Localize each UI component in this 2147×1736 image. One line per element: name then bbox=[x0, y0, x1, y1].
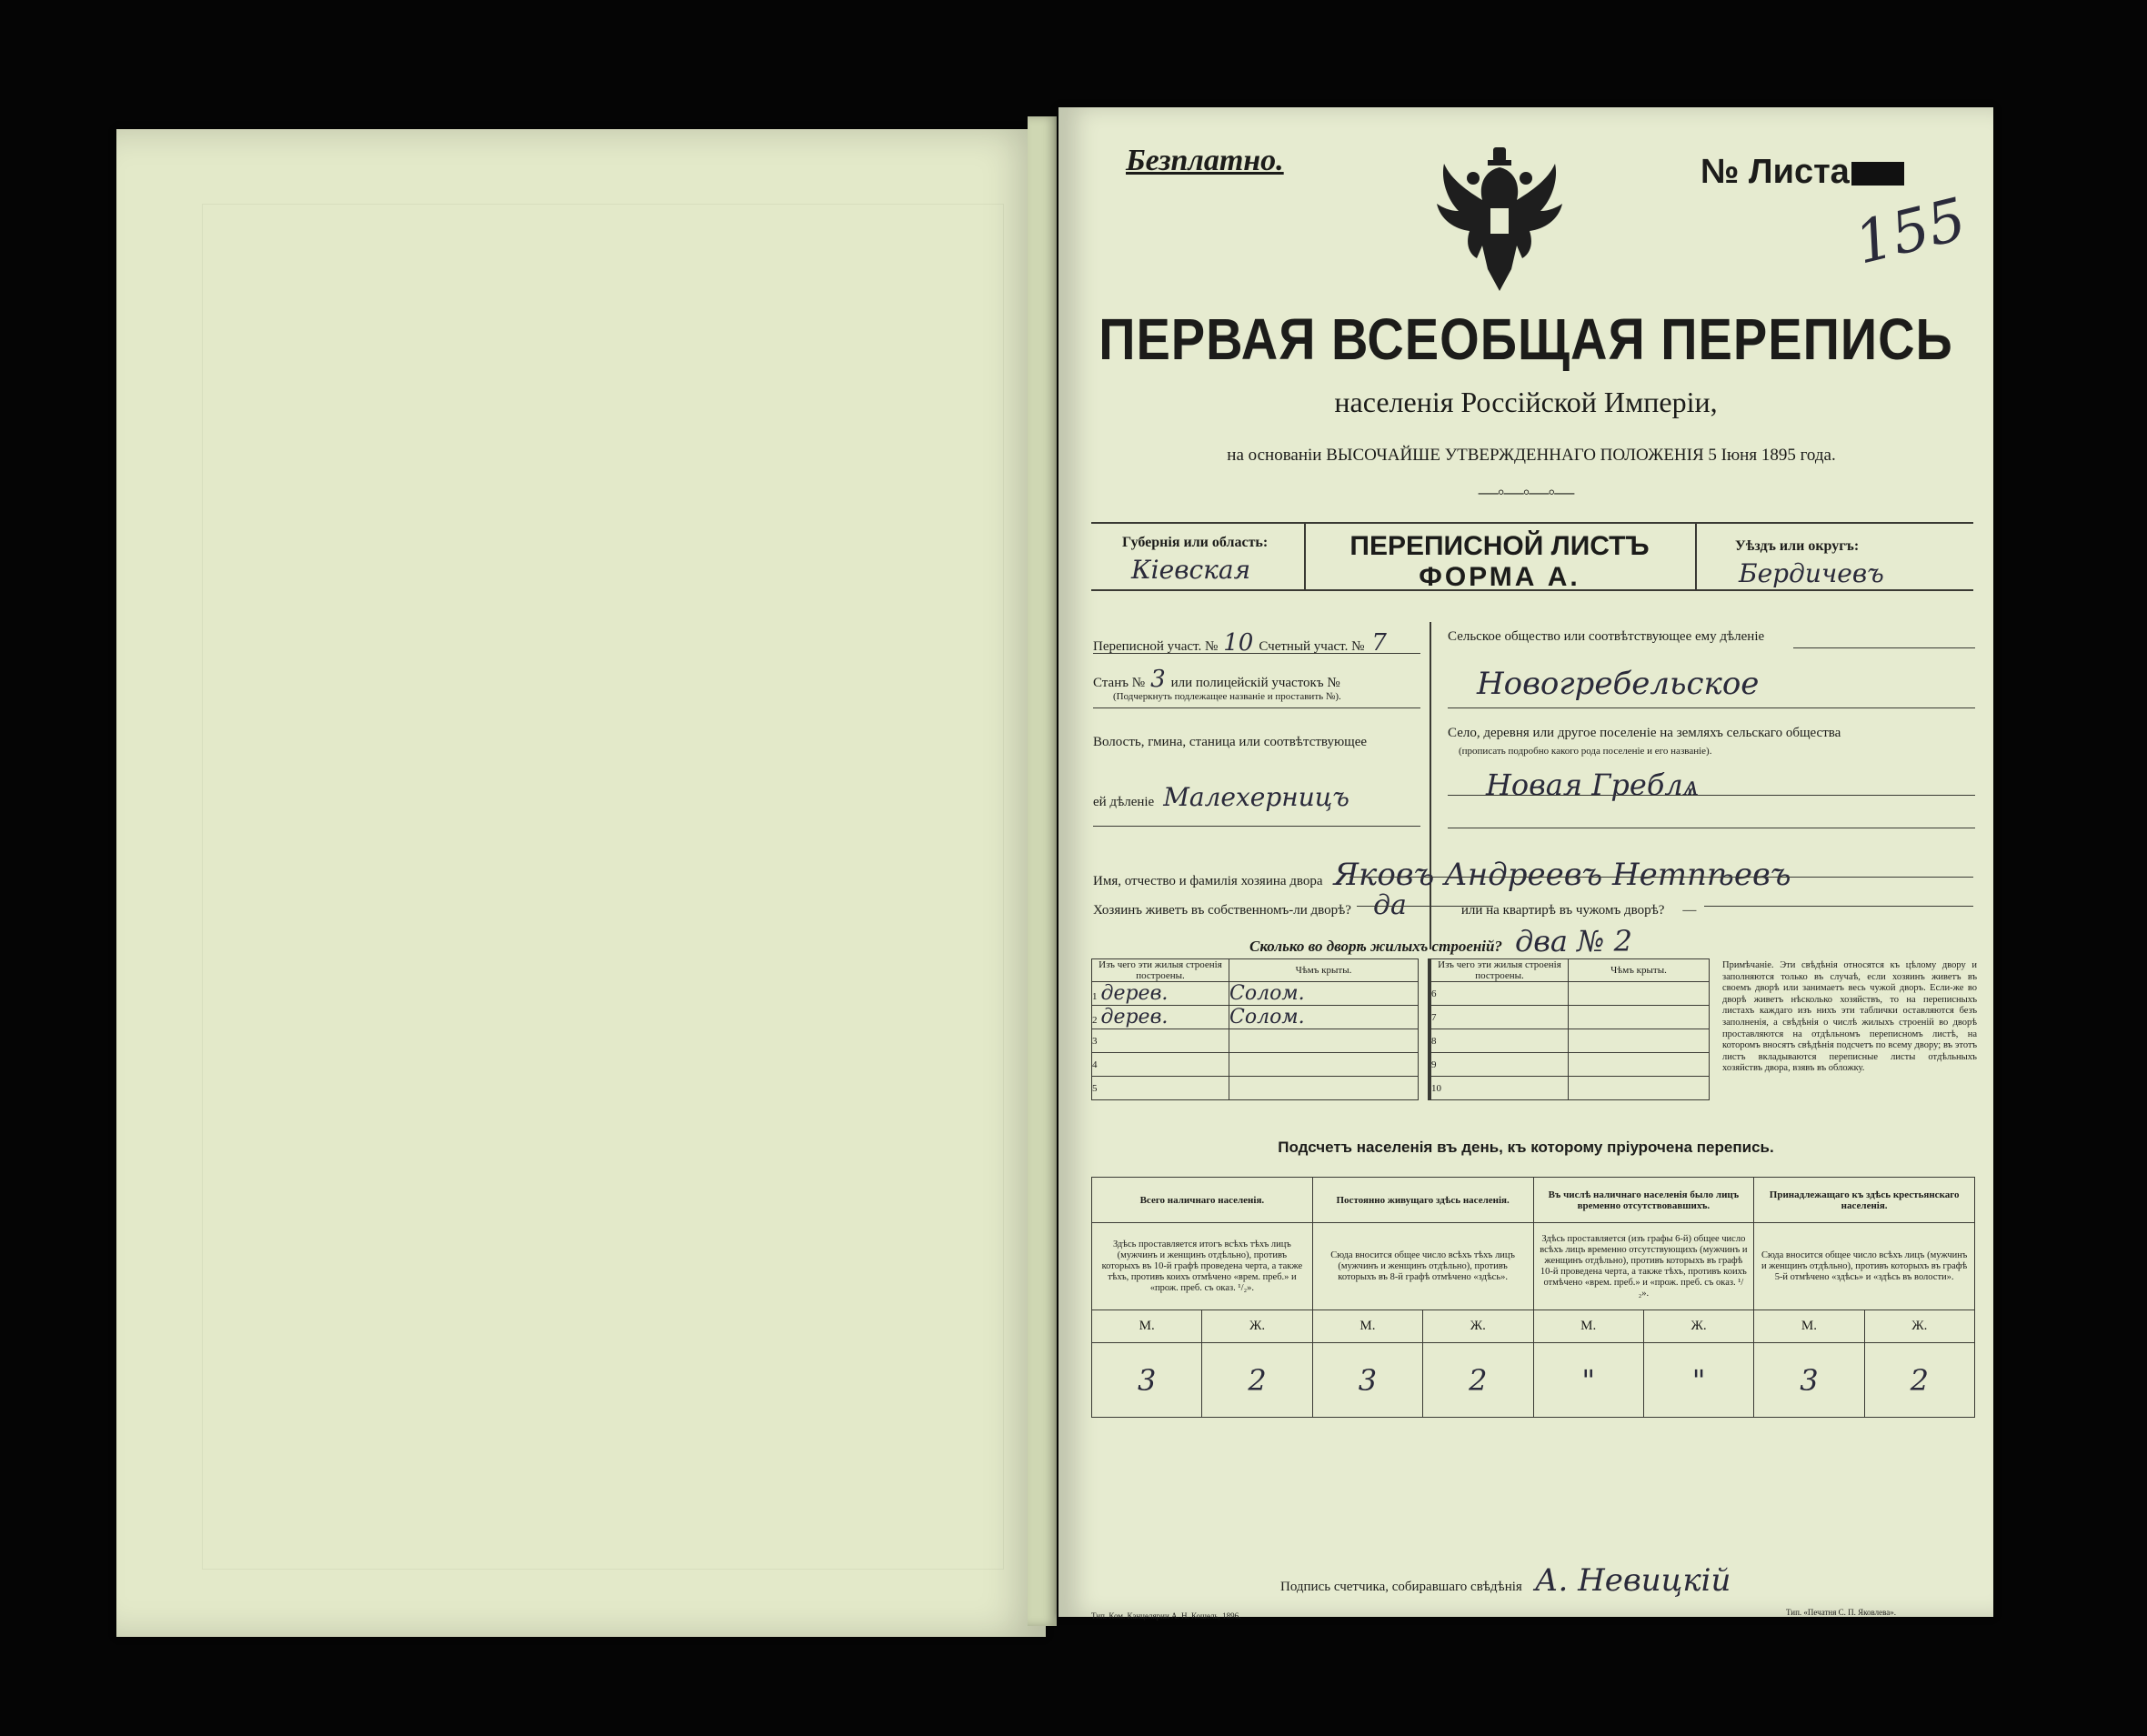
pop-desc-permanent: Сюда вносится общее число всѣхъ тѣхъ лицъ (мужчинъ и женщинъ отдѣльно), противъ которыхъ въ 8-й графѣ отмѣчено «здѣсь». bbox=[1312, 1223, 1533, 1310]
sex-label: Ж. bbox=[1202, 1310, 1312, 1343]
district-label: Уѣздъ или округъ: bbox=[1735, 538, 1860, 554]
material-header: Изъ чего эти жилыя строенія построены. bbox=[1430, 959, 1569, 982]
pop-value: 3 bbox=[1092, 1343, 1202, 1418]
material-header: Изъ чего эти жилыя строенія построены. bbox=[1092, 959, 1229, 982]
band-top-rule bbox=[1091, 522, 1973, 524]
sex-label: М. bbox=[1754, 1310, 1864, 1343]
buildings-note: Примѣчаніе. Эти свѣдѣнія относятся къ цѣлому двору и заполняются только въ случаѣ, если хозяинъ живетъ въ своемъ дворѣ или занимаетъ весь чужой дворъ. Если-же во дворѣ живетъ нѣсколько хозяйствъ, то на переписныхъ листахъ каждаго изъ нихъ эти таблички оставляются безъ заполненія, а свѣдѣнія о числѣ жилыхъ строеній во дворѣ проставляются на отдѣльномъ переписномъ листѣ, на которомъ вносятъ свѣдѣнія подсчетъ по всему двору; въ этотъ листъ вкладываются переписные листы отдѣльныхъ хозяйствъ двора, взявъ въ обложку. bbox=[1722, 960, 1977, 1074]
page-gutter bbox=[1028, 116, 1057, 1626]
field-rule bbox=[1448, 795, 1975, 796]
table-cell: 8 bbox=[1430, 1029, 1569, 1053]
field-rule bbox=[1357, 906, 1493, 907]
field-rule bbox=[1093, 826, 1420, 827]
decree-line: на основаніи ВЫСОЧАЙШЕ УТВЕРЖДЕННАГО ПОЛОЖЕНІЯ 5 Іюня 1895 года. bbox=[1227, 446, 1836, 465]
buildings-field: Сколько во дворѣ жилыхъ строеній? два № 2 bbox=[1249, 924, 1632, 958]
census-form-page bbox=[1058, 107, 1993, 1621]
sex-label: М. bbox=[1312, 1310, 1422, 1343]
society-label: Сельское общество или соотвѣтствующее ему дѣленіе bbox=[1448, 629, 1765, 644]
form-name-line2: ФОРМА А. bbox=[1419, 562, 1580, 592]
own-house-field: Хозяинъ живетъ въ собственномъ-ли дворѣ? да или на квартирѣ въ чужомъ дворѣ? — bbox=[1093, 889, 1697, 921]
stan-field: Станъ № 3 или полицейскій участокъ № bbox=[1093, 666, 1340, 693]
pop-desc-total: Здѣсь проставляется итогъ всѣхъ тѣхъ лицъ (мужчинъ и женщинъ отдѣльно), противъ которыхъ въ 10-й графѣ проведена черта, а также тѣхъ, противъ коихъ отмѣчено «врем. преб.» и «прож. преб. съ оказ. ¹/₂». bbox=[1092, 1223, 1313, 1310]
ornament-divider: —◦—◦—◦— bbox=[1478, 480, 1574, 503]
sex-label: Ж. bbox=[1423, 1310, 1533, 1343]
band-divider-right bbox=[1695, 524, 1697, 589]
left-page-faint-frame bbox=[202, 204, 1004, 1570]
field-rule bbox=[1349, 877, 1973, 878]
handwritten-sheet-number: 155 bbox=[1848, 186, 1973, 278]
printer-imprint-right: Тип. «Печатня С. П. Яковлева». bbox=[1786, 1608, 1897, 1617]
sheet-number-label: № Листа bbox=[1701, 153, 1904, 192]
pop-value: 2 bbox=[1202, 1343, 1312, 1418]
table-cell: 4 bbox=[1092, 1053, 1229, 1077]
form-name-line1: ПЕРЕПИСНОЙ ЛИСТЪ bbox=[1349, 531, 1650, 561]
table-cell bbox=[1569, 1029, 1710, 1053]
table-cell: Солом. bbox=[1229, 1006, 1419, 1029]
roof-header: Чѣмъ крыты. bbox=[1229, 959, 1419, 982]
signature-field: Подпись счетчика, собиравшаго свѣдѣнія А. Невицкій bbox=[1280, 1562, 1731, 1599]
pop-value: 3 bbox=[1754, 1343, 1864, 1418]
district-no-field: Переписной участ. № 10 Счетный участ. № 7 bbox=[1093, 629, 1387, 657]
pop-header-total: Всего наличнаго населенія. bbox=[1092, 1178, 1313, 1223]
table-cell: Солом. bbox=[1229, 982, 1419, 1006]
society-value: Новогребельское bbox=[1477, 666, 1760, 702]
table-cell: 3 bbox=[1092, 1029, 1229, 1053]
pop-value: 2 bbox=[1864, 1343, 1974, 1418]
roof-header: Чѣмъ крыты. bbox=[1569, 959, 1710, 982]
pop-value: 3 bbox=[1312, 1343, 1422, 1418]
field-rule bbox=[1093, 653, 1420, 654]
sex-label: М. bbox=[1092, 1310, 1202, 1343]
pop-value: " bbox=[1533, 1343, 1643, 1418]
pop-header-temporary: Въ числѣ наличнаго населенія было лицъ временно отсутствовавшихъ. bbox=[1533, 1178, 1754, 1223]
buildings-table-left bbox=[1091, 958, 1419, 1100]
left-blank-page bbox=[116, 129, 1046, 1637]
free-label: Безплатно. bbox=[1126, 144, 1284, 177]
printer-imprint-left: Тип. Ком. Канцелярии А. Н. Кошель, 1896. bbox=[1091, 1611, 1241, 1621]
stan-note: (Подчеркнуть подлежащее названіе и проставить №). bbox=[1113, 691, 1341, 702]
form-main-title: ПЕРВАЯ ВСЕОБЩАЯ ПЕРЕПИСЬ bbox=[1099, 306, 1953, 372]
field-rule bbox=[1448, 707, 1975, 708]
pop-header-permanent: Постоянно живущаго здѣсь населенія. bbox=[1312, 1178, 1533, 1223]
district-value: Бердичевъ bbox=[1739, 558, 1884, 588]
table-cell: 10 bbox=[1430, 1077, 1569, 1100]
pop-desc-temporary: Здѣсь проставляется (изъ графы 6-й) общее число всѣхъ лицъ временно отсутствующихъ (мужчинъ и женщинъ отдѣльно), противъ которыхъ въ графѣ 10-й проведена черта, а также тѣхъ, противъ коихъ отмѣчено «врем. преб.» и «прож. преб. съ оказ. ¹/₂». bbox=[1533, 1223, 1754, 1310]
pop-value: 2 bbox=[1423, 1343, 1533, 1418]
population-title: Подсчетъ населенія въ день, къ которому пріурочена перепись. bbox=[1278, 1139, 1774, 1156]
sex-label: Ж. bbox=[1864, 1310, 1974, 1343]
field-rule bbox=[1704, 906, 1973, 907]
pop-desc-peasant: Сюда вносится общее число всѣхъ лицъ (мужчинъ и женщинъ отдѣльно), противъ которыхъ въ графѣ 5-й отмѣчено «здѣсь» и «здѣсь въ волости». bbox=[1754, 1223, 1975, 1310]
population-table bbox=[1091, 1177, 1975, 1418]
pop-value: " bbox=[1643, 1343, 1753, 1418]
volost-field: ей дѣленіе Малехерницъ bbox=[1093, 782, 1349, 812]
village-note: (прописать подробно какого рода поселеніе и его названіе). bbox=[1459, 746, 1712, 757]
form-subtitle: населенія Россійской Имперіи, bbox=[1334, 386, 1718, 418]
volost-label: Волость, гмина, станица или соотвѣтствующее bbox=[1093, 735, 1368, 749]
field-rule bbox=[1793, 647, 1975, 648]
table-cell bbox=[1569, 1077, 1710, 1100]
band-divider-left bbox=[1304, 524, 1306, 589]
table-cell: 1 дерев. bbox=[1092, 982, 1229, 1006]
table-cell bbox=[1569, 1053, 1710, 1077]
table-cell: 9 bbox=[1430, 1053, 1569, 1077]
province-value: Кіевская bbox=[1131, 555, 1251, 585]
table-cell bbox=[1569, 982, 1710, 1006]
owner-field: Имя, отчество и фамилія хозяина двора Яковъ Андреевъ Нетпѣевъ bbox=[1093, 857, 1791, 893]
imperial-eagle-emblem bbox=[1431, 144, 1568, 298]
table-cell bbox=[1229, 1077, 1419, 1100]
province-label: Губернія или область: bbox=[1122, 535, 1269, 550]
pop-header-peasant: Принадлежащаго къ здѣсь крестьянскаго населенія. bbox=[1754, 1178, 1975, 1223]
sex-label: Ж. bbox=[1643, 1310, 1753, 1343]
table-cell bbox=[1229, 1053, 1419, 1077]
table-cell bbox=[1229, 1029, 1419, 1053]
table-cell bbox=[1569, 1006, 1710, 1029]
village-label: Село, деревня или другое поселеніе на земляхъ сельскаго общества bbox=[1448, 726, 1841, 740]
table-cell: 7 bbox=[1430, 1006, 1569, 1029]
sex-label: М. bbox=[1533, 1310, 1643, 1343]
field-rule bbox=[1093, 707, 1420, 708]
table-cell: 6 bbox=[1430, 982, 1569, 1006]
table-cell: 2 дерев. bbox=[1092, 1006, 1229, 1029]
buildings-table-right bbox=[1428, 958, 1710, 1100]
table-cell: 5 bbox=[1092, 1077, 1229, 1100]
village-value: Новая Греблѧ bbox=[1486, 768, 1700, 802]
